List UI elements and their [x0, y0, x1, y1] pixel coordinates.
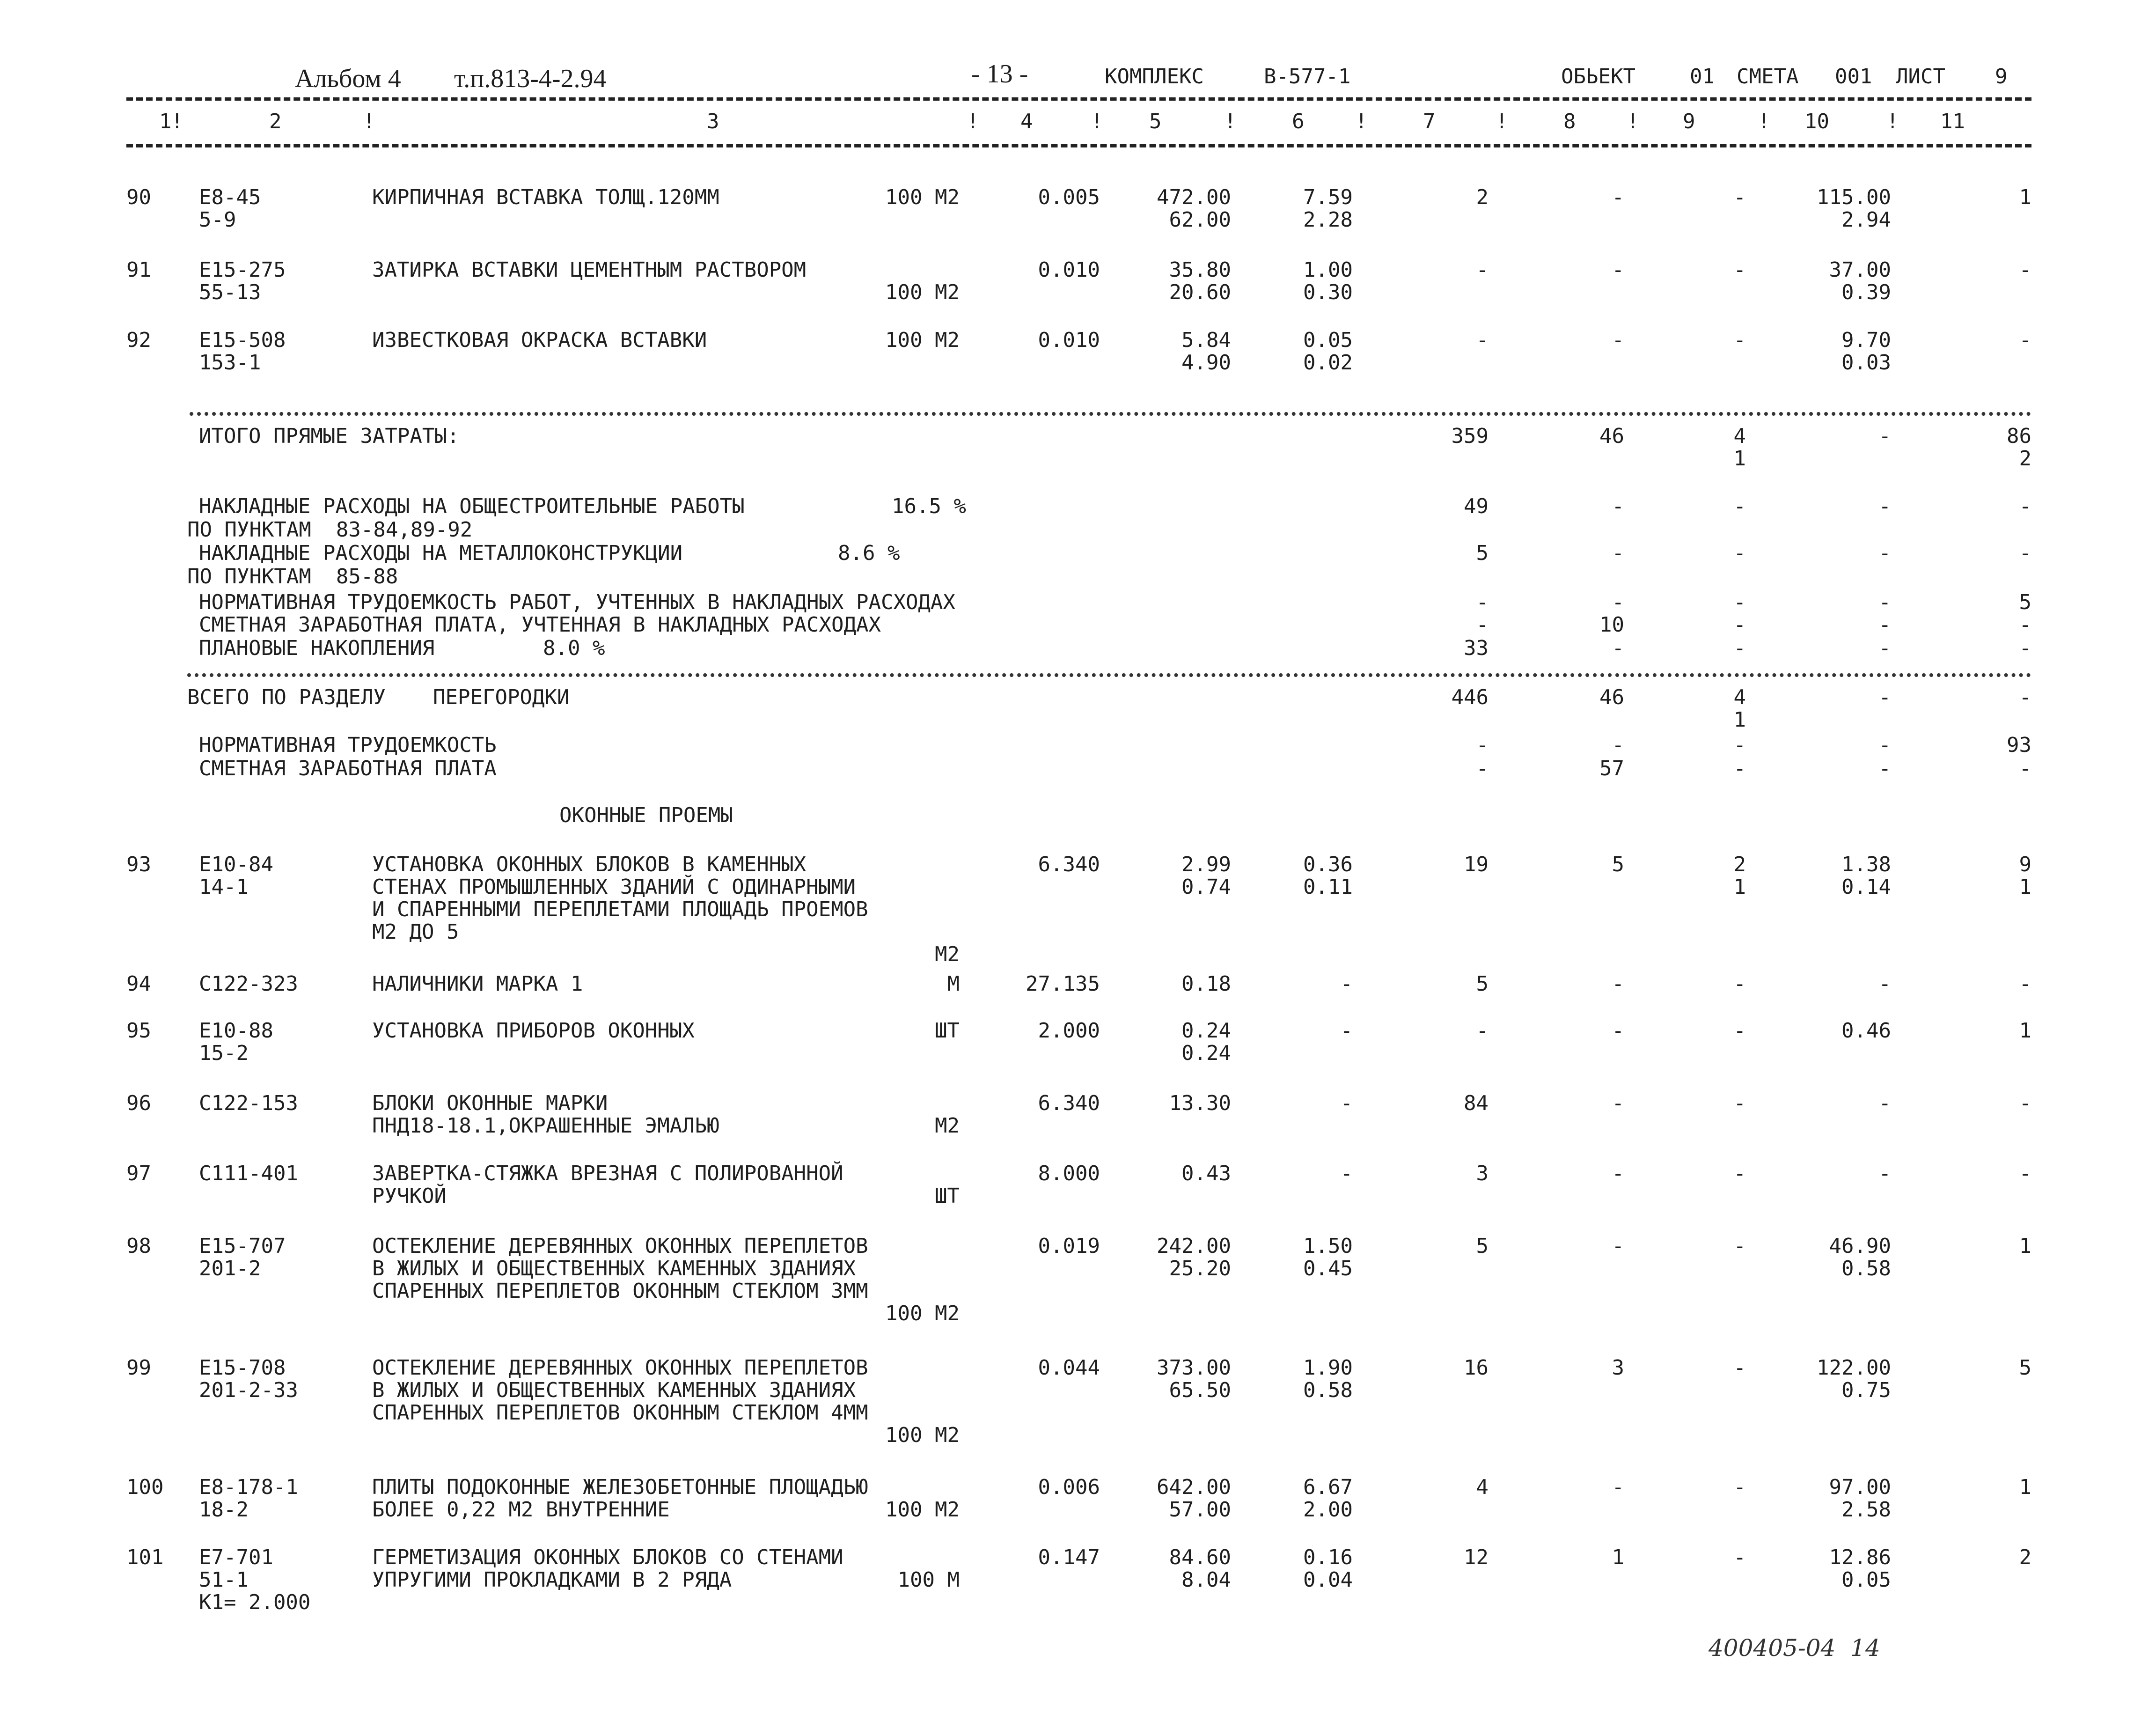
row-code: Е15-708 — [199, 1356, 286, 1380]
row-description: И СПАРЕННЫМИ ПЕРЕПЛЕТАМИ ПЛОЩАДЬ ПРОЕМОВ — [372, 897, 868, 921]
object-label: ОБЬЕКТ — [1561, 65, 1635, 88]
row-unit-cost: 5.84 — [1181, 328, 1231, 352]
overhead1-c7: 49 — [1464, 494, 1489, 518]
row-total-cost: 4 — [1476, 1475, 1489, 1499]
row-labor-unit-sub: 0.03 — [1841, 351, 1891, 375]
row-description: СПАРЕННЫХ ПЕРЕПЛЕТОВ ОКОННЫМ СТЕКЛОМ 3ММ — [372, 1279, 868, 1303]
planned-label: ПЛАНОВЫЕ НАКОПЛЕНИЯ — [199, 636, 435, 660]
section-total-name: ПЕРЕГОРОДКИ — [433, 685, 570, 709]
row-machine-wage: 2.00 — [1303, 1498, 1353, 1522]
row-machine-use: - — [1733, 1234, 1746, 1258]
row-wage: - — [1612, 972, 1624, 996]
row-unit-cost-wage: 57.00 — [1169, 1498, 1231, 1522]
row-description: ПЛИТЫ ПОДОКОННЫЕ ЖЕЛЕЗОБЕТОННЫЕ ПЛОЩАДЬЮ — [372, 1475, 868, 1499]
row-machine-wage: 0.45 — [1303, 1257, 1353, 1280]
direct-c10: - — [1878, 424, 1891, 448]
row-quantity: 2.000 — [1038, 1019, 1100, 1043]
row-quantity: 0.019 — [1038, 1234, 1100, 1258]
row-unit: ШТ — [935, 1019, 960, 1043]
wage-overhead-c8: 10 — [1599, 613, 1624, 637]
estimate-value: 001 — [1835, 65, 1872, 88]
overhead1-c11: - — [2019, 494, 2031, 518]
row-unit-cost-wage: 0.24 — [1181, 1041, 1231, 1065]
wage-overhead-c11: - — [2019, 613, 2031, 637]
labor-c10: - — [1878, 733, 1891, 757]
wage-overhead-label: СМЕТНАЯ ЗАРАБОТНАЯ ПЛАТА, УЧТЕННАЯ В НАКЛАДНЫХ РАСХОДАХ — [199, 613, 881, 637]
row-description: ЗАТИРКА ВСТАВКИ ЦЕМЕНТНЫМ РАСТВОРОМ — [372, 258, 807, 282]
row-machine-use: - — [1733, 1356, 1746, 1380]
row-code-secondary: 153-1 — [199, 351, 261, 375]
col-divider: ! — [1496, 110, 1508, 133]
row-labor-unit: 12.86 — [1829, 1545, 1891, 1569]
row-total-cost: 5 — [1476, 1234, 1489, 1258]
row-quantity: 0.147 — [1038, 1545, 1100, 1569]
planned-c7: 33 — [1464, 636, 1489, 660]
row-machine-use: - — [1733, 185, 1746, 209]
row-number: 101 — [126, 1545, 164, 1569]
row-description: КИРПИЧНАЯ ВСТАВКА ТОЛЩ.120ММ — [372, 185, 719, 209]
row-number: 98 — [126, 1234, 151, 1258]
col-divider: ! — [171, 110, 183, 133]
tp-label: т.п.813-4-2.94 — [454, 64, 607, 93]
row-labor-unit: 1.38 — [1841, 853, 1891, 876]
header-rule-top — [126, 97, 2031, 101]
col-divider: ! — [1627, 110, 1639, 133]
col-num-9: 9 — [1683, 110, 1695, 133]
row-code-secondary: 201-2-33 — [199, 1378, 298, 1402]
row-machine-use: - — [1733, 1475, 1746, 1499]
row-wage: - — [1612, 1234, 1624, 1258]
overhead2-percent: 8.6 % — [838, 541, 900, 565]
col-num-5: 5 — [1149, 110, 1162, 133]
section-total-c9-sub: 1 — [1733, 708, 1746, 732]
row-labor-total: - — [2019, 972, 2031, 996]
section-total-c11: - — [2019, 685, 2031, 709]
direct-c7: 359 — [1451, 424, 1489, 448]
row-machine-cost: 1.50 — [1303, 1234, 1353, 1258]
row-code-secondary: 5-9 — [199, 208, 236, 232]
col-divider: ! — [1355, 110, 1368, 133]
row-description: В ЖИЛЫХ И ОБЩЕСТВЕННЫХ КАМЕННЫХ ЗДАНИЯХ — [372, 1257, 856, 1280]
handwritten-note: 400405-04 14 — [1709, 1634, 1880, 1662]
row-labor-unit: 0.46 — [1841, 1019, 1891, 1043]
overhead1-label: НАКЛАДНЫЕ РАСХОДЫ НА ОБЩЕСТРОИТЕЛЬНЫЕ РАБОТЫ — [199, 494, 745, 518]
row-description: ПНД18-18.1,ОКРАШЕННЫЕ ЭМАЛЬЮ — [372, 1114, 719, 1138]
row-unit-cost: 0.43 — [1181, 1162, 1231, 1185]
row-code-secondary: 51-1 — [199, 1568, 249, 1592]
row-unit-cost: 373.00 — [1157, 1356, 1231, 1380]
row-unit-cost-wage: 65.50 — [1169, 1378, 1231, 1402]
overhead1-c10: - — [1878, 494, 1891, 518]
row-code: Е15-508 — [199, 328, 286, 352]
overhead2-c8: - — [1612, 541, 1624, 565]
row-number: 96 — [126, 1091, 151, 1115]
overhead2-c7: 5 — [1476, 541, 1489, 565]
wage-overhead-c10: - — [1878, 613, 1891, 637]
section-total-c10: - — [1878, 685, 1891, 709]
row-labor-unit: 9.70 — [1841, 328, 1891, 352]
row-description: ОСТЕКЛЕНИЕ ДЕРЕВЯННЫХ ОКОННЫХ ПЕРЕПЛЕТОВ — [372, 1356, 868, 1380]
row-wage: 5 — [1612, 853, 1624, 876]
row-number: 95 — [126, 1019, 151, 1043]
col-num-10: 10 — [1804, 110, 1829, 133]
row-wage: - — [1612, 1019, 1624, 1043]
row-machine-cost: 1.90 — [1303, 1356, 1353, 1380]
labor-overhead-c11: 5 — [2019, 590, 2031, 614]
row-total-cost: 12 — [1464, 1545, 1489, 1569]
row-total-cost: - — [1476, 328, 1489, 352]
row-machine-cost: 0.05 — [1303, 328, 1353, 352]
row-quantity: 8.000 — [1038, 1162, 1100, 1185]
row-labor-unit: - — [1878, 972, 1891, 996]
row-unit-cost: 35.80 — [1169, 258, 1231, 282]
row-labor-total: - — [2019, 1162, 2031, 1185]
row-wage: - — [1612, 1162, 1624, 1185]
dotted-separator — [190, 412, 2031, 416]
section-total-label: ВСЕГО ПО РАЗДЕЛУ — [187, 685, 386, 709]
row-labor-unit: 122.00 — [1817, 1356, 1891, 1380]
row-code: Е10-84 — [199, 853, 273, 876]
row-description: УПРУГИМИ ПРОКЛАДКАМИ В 2 РЯДА — [372, 1568, 732, 1592]
row-description: УСТАНОВКА ПРИБОРОВ ОКОННЫХ — [372, 1019, 695, 1043]
row-machine-cost: - — [1340, 972, 1353, 996]
row-labor-total: 1 — [2019, 1475, 2031, 1499]
row-labor-unit-sub: 0.39 — [1841, 280, 1891, 304]
row-unit: 100 М2 — [885, 185, 960, 209]
row-number: 97 — [126, 1162, 151, 1185]
row-machine-use: - — [1733, 972, 1746, 996]
row-machine-cost: 1.00 — [1303, 258, 1353, 282]
row-machine-cost: 7.59 — [1303, 185, 1353, 209]
row-total-cost: 84 — [1464, 1091, 1489, 1115]
wage-label: СМЕТНАЯ ЗАРАБОТНАЯ ПЛАТА — [199, 757, 497, 780]
row-labor-total: 9 — [2019, 853, 2031, 876]
row-description: РУЧКОЙ — [372, 1184, 447, 1208]
row-wage: - — [1612, 1475, 1624, 1499]
overhead1-percent: 16.5 % — [892, 494, 966, 518]
col-divider: ! — [1758, 110, 1770, 133]
col-divider: ! — [1091, 110, 1103, 133]
row-labor-total: 1 — [2019, 1019, 2031, 1043]
header-rule-bottom — [126, 144, 2031, 147]
row-machine-cost: - — [1340, 1162, 1353, 1185]
labor-label: НОРМАТИВНАЯ ТРУДОЕМКОСТЬ — [199, 733, 497, 757]
row-code: С122-153 — [199, 1091, 298, 1115]
row-quantity: 6.340 — [1038, 1091, 1100, 1115]
row-wage: 3 — [1612, 1356, 1624, 1380]
row-description: СТЕНАХ ПРОМЫШЛЕННЫХ ЗДАНИЙ С ОДИНАРНЫМИ — [372, 875, 856, 899]
direct-c8: 46 — [1599, 424, 1624, 448]
col-divider: ! — [1224, 110, 1237, 133]
row-code: Е7-701 — [199, 1545, 273, 1569]
row-number: 92 — [126, 328, 151, 352]
row-code-secondary: 18-2 — [199, 1498, 249, 1522]
row-description: ГЕРМЕТИЗАЦИЯ ОКОННЫХ БЛОКОВ СО СТЕНАМИ — [372, 1545, 843, 1569]
labor-overhead-label: НОРМАТИВНАЯ ТРУДОЕМКОСТЬ РАБОТ, УЧТЕННЫХ В НАКЛАДНЫХ РАСХОДАХ — [199, 590, 955, 614]
direct-c11-sub: 2 — [2019, 447, 2031, 471]
row-machine-wage: 0.11 — [1303, 875, 1353, 899]
row-machine-use: 2 — [1733, 853, 1746, 876]
row-total-cost: 16 — [1464, 1356, 1489, 1380]
row-description: БЛОКИ ОКОННЫЕ МАРКИ — [372, 1091, 608, 1115]
album-label: Альбом 4 — [295, 64, 401, 93]
row-machine-use: - — [1733, 1545, 1746, 1569]
row-unit-cost: 0.18 — [1181, 972, 1231, 996]
row-number: 93 — [126, 853, 151, 876]
row-total-cost: 2 — [1476, 185, 1489, 209]
col-divider: ! — [1886, 110, 1899, 133]
planned-c10: - — [1878, 636, 1891, 660]
row-description: УСТАНОВКА ОКОННЫХ БЛОКОВ В КАМЕННЫХ — [372, 853, 807, 876]
sheet-label: ЛИСТ — [1896, 65, 1945, 88]
row-code: С122-323 — [199, 972, 298, 996]
row-labor-total-sub: 1 — [2019, 875, 2031, 899]
page-number: - 13 - — [971, 59, 1028, 88]
row-code-secondary: 14-1 — [199, 875, 249, 899]
row-machine-cost: 0.36 — [1303, 853, 1353, 876]
row-unit: 100 М2 — [885, 1302, 960, 1325]
section-total-c7: 446 — [1451, 685, 1489, 709]
row-code: Е15-275 — [199, 258, 286, 282]
row-wage: - — [1612, 258, 1624, 282]
row-labor-total: - — [2019, 328, 2031, 352]
row-unit-cost: 472.00 — [1157, 185, 1231, 209]
row-unit: М2 — [935, 1114, 960, 1138]
row-code: Е8-178-1 — [199, 1475, 298, 1499]
direct-c9-sub: 1 — [1733, 447, 1746, 471]
row-code-secondary: 15-2 — [199, 1041, 249, 1065]
labor-overhead-c7: - — [1476, 590, 1489, 614]
row-unit: 100 М2 — [885, 1423, 960, 1447]
row-quantity: 0.006 — [1038, 1475, 1100, 1499]
row-coefficient: К1= 2.000 — [199, 1590, 311, 1614]
labor-c8: - — [1612, 733, 1624, 757]
labor-overhead-c10: - — [1878, 590, 1891, 614]
row-quantity: 6.340 — [1038, 853, 1100, 876]
overhead1-items: ПО ПУНКТАМ 83-84,89-92 — [187, 518, 473, 542]
row-description: БОЛЕЕ 0,22 М2 ВНУТРЕННИЕ — [372, 1498, 670, 1522]
row-unit-cost: 2.99 — [1181, 853, 1231, 876]
row-labor-unit-sub: 2.58 — [1841, 1498, 1891, 1522]
row-description: ЗАВЕРТКА-СТЯЖКА ВРЕЗНАЯ С ПОЛИРОВАННОЙ — [372, 1162, 843, 1185]
wage-c9: - — [1733, 757, 1746, 780]
row-description: В ЖИЛЫХ И ОБЩЕСТВЕННЫХ КАМЕННЫХ ЗДАНИЯХ — [372, 1378, 856, 1402]
object-value: 01 — [1690, 65, 1715, 88]
overhead2-c11: - — [2019, 541, 2031, 565]
row-description: ИЗВЕСТКОВАЯ ОКРАСКА ВСТАВКИ — [372, 328, 707, 352]
row-quantity: 0.005 — [1038, 185, 1100, 209]
wage-c7: - — [1476, 757, 1489, 780]
row-unit: ШТ — [935, 1184, 960, 1208]
row-labor-unit: 37.00 — [1829, 258, 1891, 282]
row-number: 90 — [126, 185, 151, 209]
row-machine-wage: 2.28 — [1303, 208, 1353, 232]
row-description: М2 ДО 5 — [372, 920, 459, 944]
wage-c8: 57 — [1599, 757, 1624, 780]
row-unit-cost: 242.00 — [1157, 1234, 1231, 1258]
labor-overhead-c9: - — [1733, 590, 1746, 614]
row-labor-total: - — [2019, 1091, 2031, 1115]
row-unit: 100 М2 — [885, 280, 960, 304]
row-machine-wage: 0.30 — [1303, 280, 1353, 304]
row-unit-cost: 13.30 — [1169, 1091, 1231, 1115]
overhead2-label: НАКЛАДНЫЕ РАСХОДЫ НА МЕТАЛЛОКОНСТРУКЦИИ — [199, 541, 683, 565]
labor-overhead-c8: - — [1612, 590, 1624, 614]
overhead1-c8: - — [1612, 494, 1624, 518]
row-unit: 100 М2 — [885, 328, 960, 352]
row-description: ОСТЕКЛЕНИЕ ДЕРЕВЯННЫХ ОКОННЫХ ПЕРЕПЛЕТОВ — [372, 1234, 868, 1258]
row-labor-unit: 97.00 — [1829, 1475, 1891, 1499]
row-unit-cost-wage: 25.20 — [1169, 1257, 1231, 1280]
row-code: С111-401 — [199, 1162, 298, 1185]
row-machine-use: - — [1733, 258, 1746, 282]
wage-overhead-c9: - — [1733, 613, 1746, 637]
complex-label: КОМПЛЕКС — [1105, 65, 1204, 88]
dotted-separator — [187, 673, 2031, 677]
row-labor-unit-sub: 0.58 — [1841, 1257, 1891, 1280]
row-machine-wage: 0.02 — [1303, 351, 1353, 375]
row-number: 94 — [126, 972, 151, 996]
overhead1-c9: - — [1733, 494, 1746, 518]
row-wage: - — [1612, 328, 1624, 352]
row-total-cost: 5 — [1476, 972, 1489, 996]
row-machine-cost: - — [1340, 1091, 1353, 1115]
direct-c11: 86 — [2007, 424, 2031, 448]
row-unit: 100 М — [897, 1568, 960, 1592]
row-unit: 100 М2 — [885, 1498, 960, 1522]
row-machine-wage: 0.58 — [1303, 1378, 1353, 1402]
planned-c8: - — [1612, 636, 1624, 660]
overhead2-items: ПО ПУНКТАМ 85-88 — [187, 565, 398, 588]
row-code: Е15-707 — [199, 1234, 286, 1258]
row-unit-cost: 84.60 — [1169, 1545, 1231, 1569]
col-num-2: 2 — [269, 110, 282, 133]
row-machine-use: - — [1733, 1162, 1746, 1185]
row-quantity: 27.135 — [1026, 972, 1100, 996]
col-num-4: 4 — [1020, 110, 1033, 133]
planned-c9: - — [1733, 636, 1746, 660]
section-total-c8: 46 — [1599, 685, 1624, 709]
row-wage: - — [1612, 185, 1624, 209]
wage-c11: - — [2019, 757, 2031, 780]
row-labor-unit-sub: 2.94 — [1841, 208, 1891, 232]
row-unit-cost-wage: 62.00 — [1169, 208, 1231, 232]
planned-percent: 8.0 % — [543, 636, 605, 660]
direct-c9: 4 — [1733, 424, 1746, 448]
row-total-cost: - — [1476, 1019, 1489, 1043]
col-num-3: 3 — [707, 110, 719, 133]
row-total-cost: 19 — [1464, 853, 1489, 876]
row-labor-unit: - — [1878, 1162, 1891, 1185]
col-num-11: 11 — [1940, 110, 1965, 133]
row-number: 91 — [126, 258, 151, 282]
row-code-secondary: 201-2 — [199, 1257, 261, 1280]
row-unit-cost-wage: 20.60 — [1169, 280, 1231, 304]
section-total-c9: 4 — [1733, 685, 1746, 709]
row-code: Е8-45 — [199, 185, 261, 209]
section-title-windows: ОКОННЫЕ ПРОЕМЫ — [559, 803, 733, 827]
row-machine-wage: 0.04 — [1303, 1568, 1353, 1592]
row-labor-unit-sub: 0.14 — [1841, 875, 1891, 899]
labor-c11: 93 — [2007, 733, 2031, 757]
row-machine-cost: - — [1340, 1019, 1353, 1043]
row-labor-total: - — [2019, 258, 2031, 282]
planned-c11: - — [2019, 636, 2031, 660]
overhead2-c10: - — [1878, 541, 1891, 565]
row-unit-cost: 642.00 — [1157, 1475, 1231, 1499]
row-code: Е10-88 — [199, 1019, 273, 1043]
row-number: 100 — [126, 1475, 164, 1499]
row-unit-cost-wage: 0.74 — [1181, 875, 1231, 899]
labor-c9: - — [1733, 733, 1746, 757]
col-num-1: 1 — [159, 110, 172, 133]
overhead2-c9: - — [1733, 541, 1746, 565]
col-num-6: 6 — [1292, 110, 1305, 133]
col-divider: ! — [363, 110, 375, 133]
labor-c7: - — [1476, 733, 1489, 757]
row-labor-total: 5 — [2019, 1356, 2031, 1380]
row-labor-unit-sub: 0.75 — [1841, 1378, 1891, 1402]
row-wage: - — [1612, 1091, 1624, 1115]
row-total-cost: - — [1476, 258, 1489, 282]
row-labor-unit-sub: 0.05 — [1841, 1568, 1891, 1592]
row-labor-unit: 46.90 — [1829, 1234, 1891, 1258]
row-quantity: 0.044 — [1038, 1356, 1100, 1380]
complex-value: В-577-1 — [1264, 65, 1351, 88]
row-machine-cost: 6.67 — [1303, 1475, 1353, 1499]
row-machine-use: - — [1733, 328, 1746, 352]
row-unit-cost-wage: 8.04 — [1181, 1568, 1231, 1592]
wage-c10: - — [1878, 757, 1891, 780]
row-machine-cost: 0.16 — [1303, 1545, 1353, 1569]
row-description: СПАРЕННЫХ ПЕРЕПЛЕТОВ ОКОННЫМ СТЕКЛОМ 4ММ — [372, 1401, 868, 1425]
row-code-secondary: 55-13 — [199, 280, 261, 304]
estimate-label: СМЕТА — [1737, 65, 1799, 88]
row-total-cost: 3 — [1476, 1162, 1489, 1185]
col-divider: ! — [967, 110, 979, 133]
row-description: НАЛИЧНИКИ МАРКА 1 — [372, 972, 583, 996]
row-unit: М — [947, 972, 960, 996]
row-unit-cost-wage: 4.90 — [1181, 351, 1231, 375]
row-unit: М2 — [935, 942, 960, 966]
row-machine-use: - — [1733, 1019, 1746, 1043]
wage-overhead-c7: - — [1476, 613, 1489, 637]
row-unit-cost: 0.24 — [1181, 1019, 1231, 1043]
row-machine-use-sub: 1 — [1733, 875, 1746, 899]
row-wage: 1 — [1612, 1545, 1624, 1569]
row-machine-use: - — [1733, 1091, 1746, 1115]
row-labor-total: 1 — [2019, 1234, 2031, 1258]
row-quantity: 0.010 — [1038, 258, 1100, 282]
sheet-value: 9 — [1995, 65, 2008, 88]
row-labor-total: 2 — [2019, 1545, 2031, 1569]
col-num-7: 7 — [1423, 110, 1436, 133]
row-quantity: 0.010 — [1038, 328, 1100, 352]
row-labor-unit: - — [1878, 1091, 1891, 1115]
row-number: 99 — [126, 1356, 151, 1380]
row-labor-total: 1 — [2019, 185, 2031, 209]
row-labor-unit: 115.00 — [1817, 185, 1891, 209]
direct-costs-label: ИТОГО ПРЯМЫЕ ЗАТРАТЫ: — [199, 424, 460, 448]
col-num-8: 8 — [1563, 110, 1576, 133]
